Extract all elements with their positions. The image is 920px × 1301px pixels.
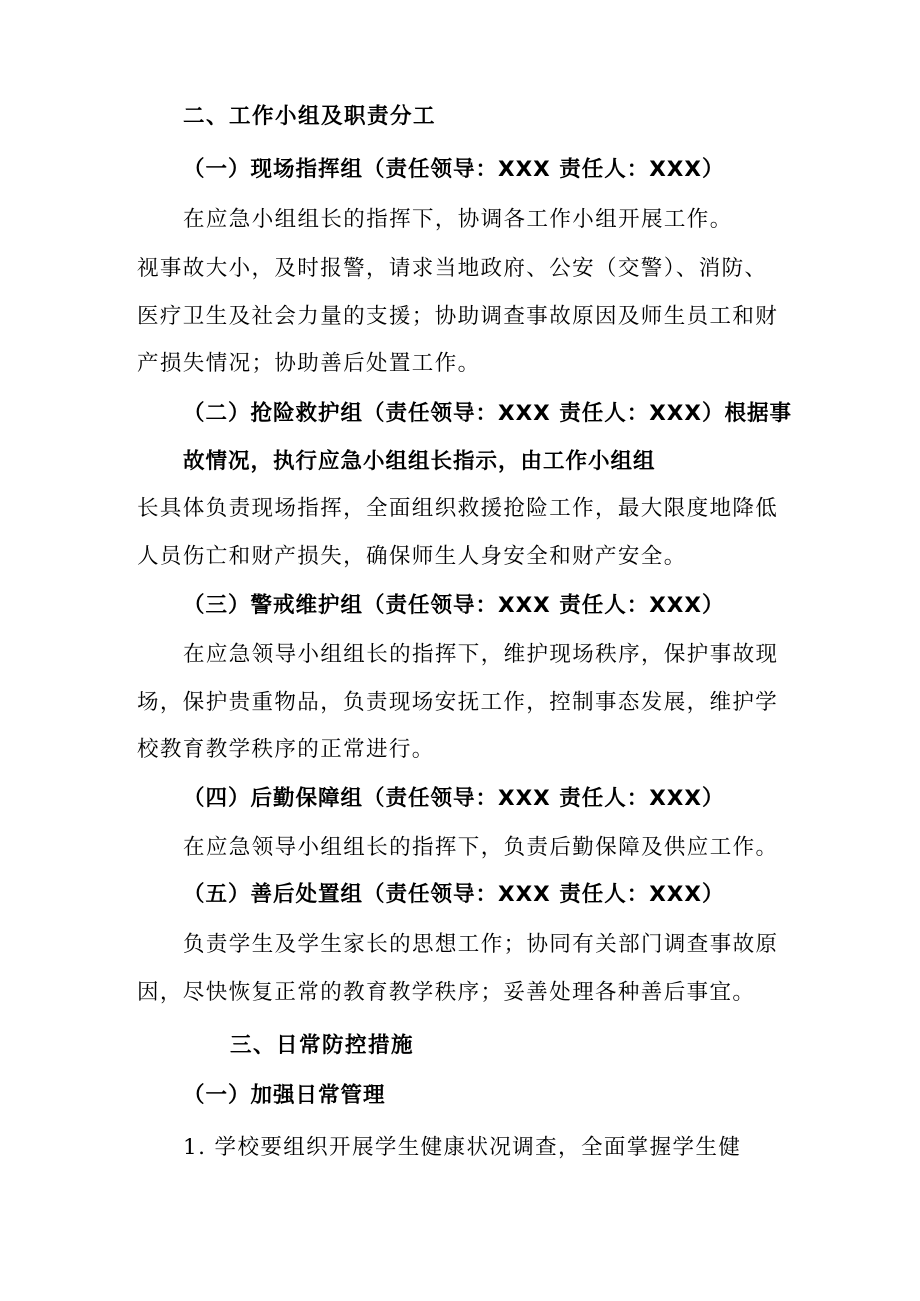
- group-title: （二）抢险救护组（责任领导：XXX 责任人：XXX）根据事: [183, 401, 792, 426]
- paragraph-line: 在应急领导小组组长的指挥下，负责后勤保障及供应工作。: [183, 835, 779, 860]
- paragraph-line: 长具体负责现场指挥，全面组织救援抢险工作，最大限度地降低: [137, 496, 779, 521]
- paragraph-line: 负责学生及学生家长的思想工作；协同有关部门调查事故原: [183, 932, 779, 957]
- paragraph-line: 医疗卫生及社会力量的支援；协助调查事故原因及师生员工和财: [137, 304, 779, 329]
- paragraph-line: 在应急领导小组组长的指挥下，维护现场秩序，保护事故现: [183, 642, 779, 667]
- section-heading: 二、工作小组及职责分工: [183, 104, 437, 129]
- subsection-heading: （一）加强日常管理: [183, 1083, 386, 1108]
- paragraph-line: 1. 学校要组织开展学生健康状况调查，全面掌握学生健: [183, 1135, 742, 1160]
- paragraph-line: 产损失情况；协助善后处置工作。: [137, 351, 481, 376]
- paragraph-line: 人员伤亡和财产损失，确保师生人身安全和财产安全。: [137, 544, 687, 569]
- section-heading: 三、日常防控措施: [230, 1033, 415, 1058]
- paragraph-line: 在应急小组组长的指挥下，协调各工作小组开展工作。: [183, 207, 733, 232]
- group-title: （三）警戒维护组（责任领导：XXX 责任人：XXX）: [183, 593, 725, 618]
- paragraph-line: 视事故大小，及时报警，请求当地政府、公安（交警）、消防、: [137, 256, 768, 281]
- group-title: （四）后勤保障组（责任领导：XXX 责任人：XXX）: [183, 786, 725, 811]
- paragraph-line: 校教育教学秩序的正常进行。: [137, 737, 435, 762]
- paragraph-line: 场，保护贵重物品，负责现场安抚工作，控制事态发展，维护学: [137, 690, 779, 715]
- group-title: 故情况，执行应急小组组长指示，由工作小组组: [183, 449, 656, 474]
- group-title: （五）善后处置组（责任领导：XXX 责任人：XXX）: [183, 882, 725, 907]
- paragraph-line: 因，尽快恢复正常的教育教学秩序；妥善处理各种善后事宜。: [137, 980, 756, 1005]
- group-title: （一）现场指挥组（责任领导：XXX 责任人：XXX）: [183, 157, 725, 182]
